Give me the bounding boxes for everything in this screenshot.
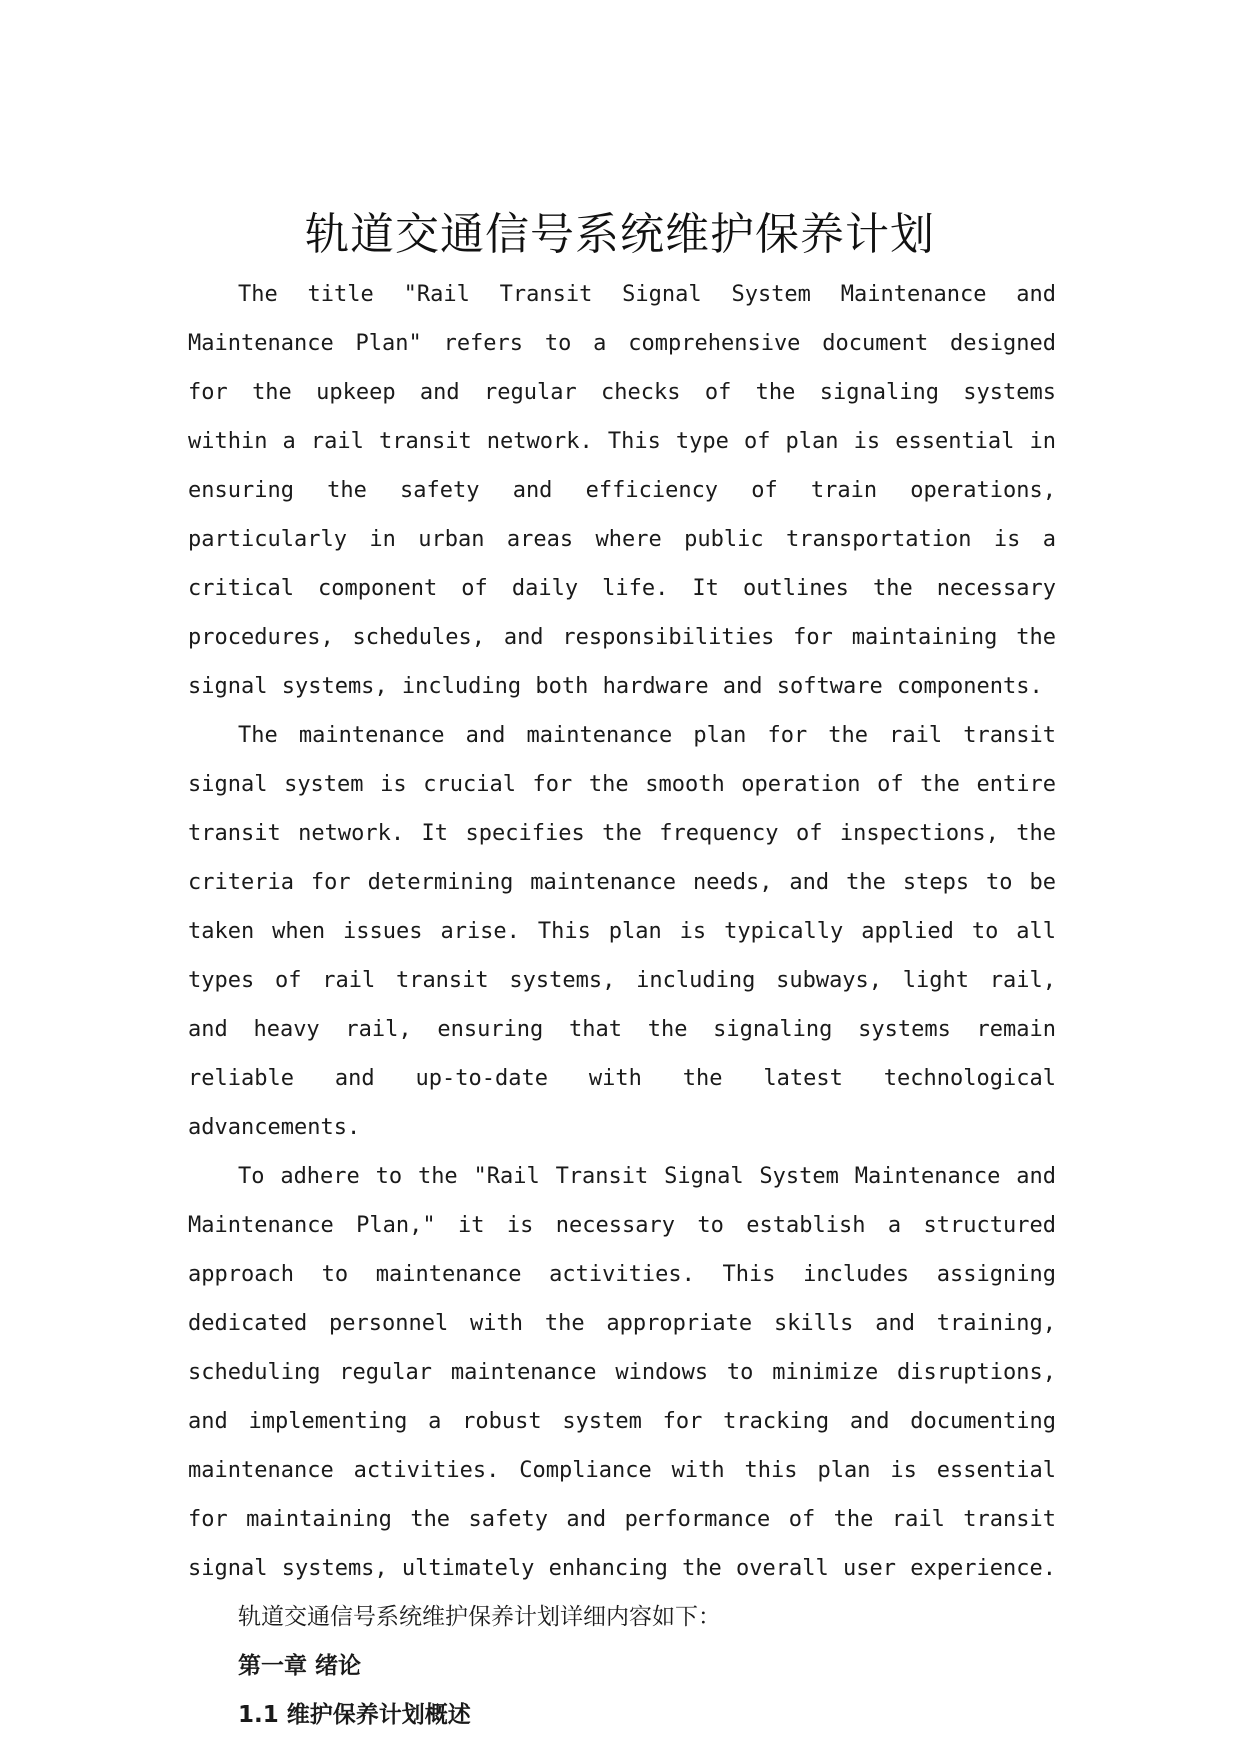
document-body [188,270,1056,1740]
intro-line: 轨道交通信号系统维护保养计划详细内容如下： [238,1604,721,1630]
section-heading: 1.1 维护保养计划概述 [238,1702,471,1728]
body-paragraph-3: To adhere to the "Rail Transit Signal System Maintenance and Maintenance Plan," it is necessary to establish a structured approach to maintenance activities. This includes assigning dedicated personnel with the appropriate skills and training, scheduling regular maintenance windows to minimize disruptions, and implementing a robust system for tracking and documenting maintenance activities. Compliance with this plan is essential for maintaining the safety and performance of the rail transit signal systems, ultimately enhancing the overall user experience. [188,1164,1056,1581]
body-paragraph-1: The title "Rail Transit Signal System Maintenance and Maintenance Plan" refers to a comprehensive document designed for the upkeep and regular checks of the signaling systems within a rail transit network. This type of plan is essential in ensuring the safety and efficiency of train operations, particularly in urban areas where public transportation is a critical component of daily life. It outlines the necessary procedures, schedules, and responsibilities for maintaining the signal systems, including both hardware and software components. [188,282,1056,699]
body-paragraph-2: The maintenance and maintenance plan for the rail transit signal system is crucial for the smooth operation of the entire transit network. It specifies the frequency of inspections, the criteria for determining maintenance needs, and the steps to be taken when issues arise. This plan is typically applied to all types of rail transit systems, including subways, light rail, and heavy rail, ensuring that the signaling systems remain reliable and up-to-date with the latest technological advancements. [188,723,1056,1140]
chapter-heading: 第一章 绪论 [238,1653,362,1679]
document-title: 轨道交通信号系统维护保养计划 [305,209,935,261]
